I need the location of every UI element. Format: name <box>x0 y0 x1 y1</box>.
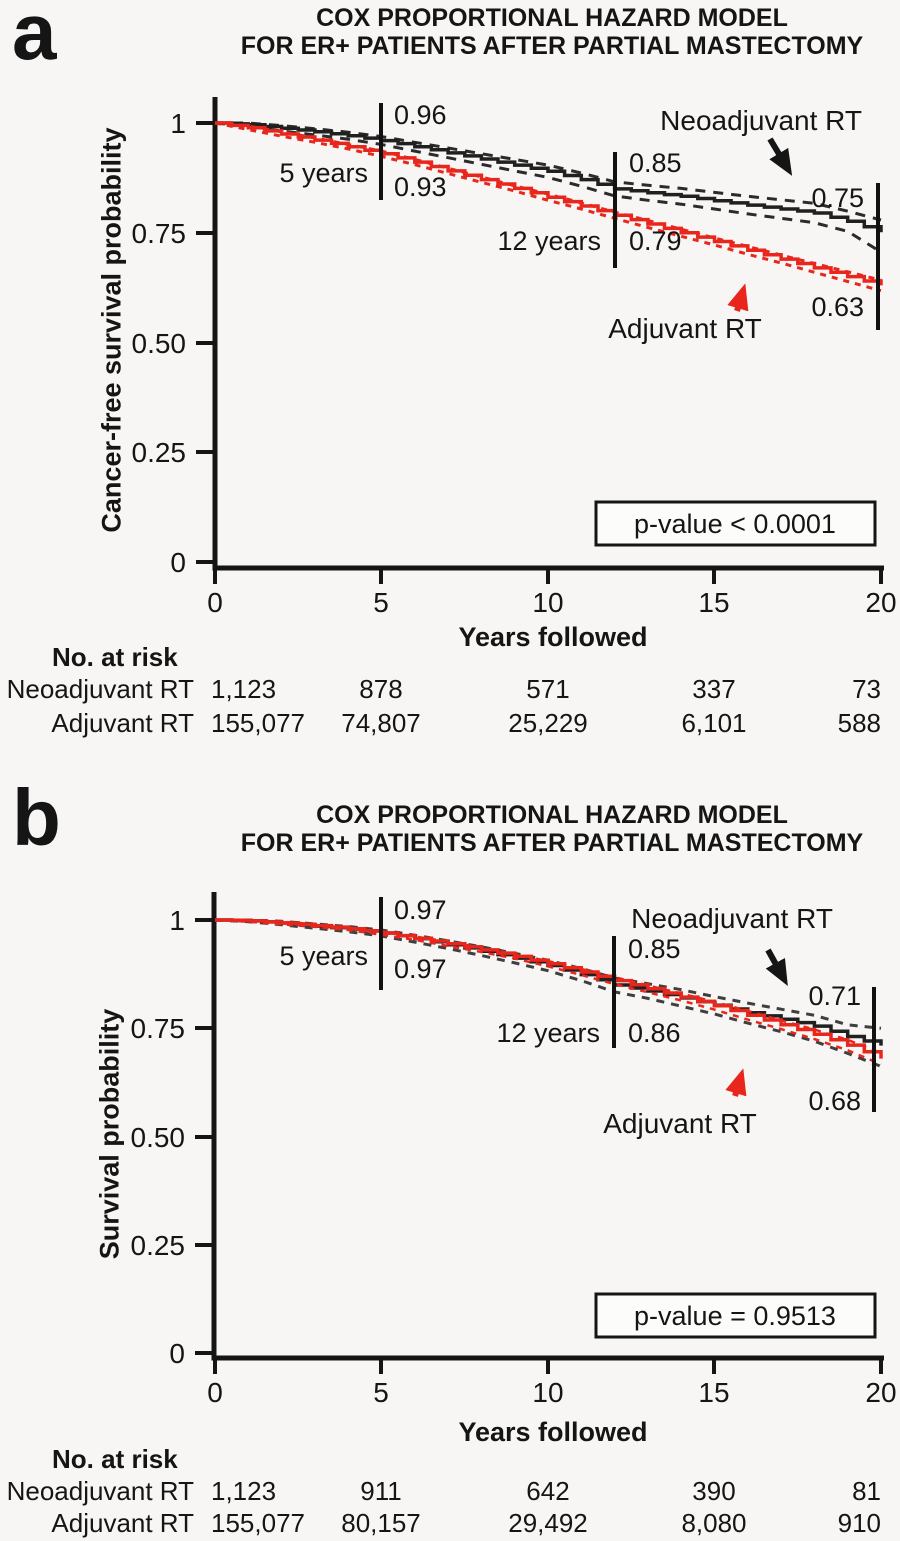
risk-value: 29,492 <box>508 1508 588 1538</box>
survival-curves <box>215 123 881 291</box>
value-12y-neoadjuvant: 0.85 <box>628 934 681 964</box>
y-tick-label: 0.50 <box>131 328 186 359</box>
risk-table-header: No. at risk <box>52 1444 178 1474</box>
value-12y-adjuvant: 0.86 <box>628 1018 681 1048</box>
risk-value: 1,123 <box>211 1476 277 1506</box>
risk-value: 1,123 <box>211 674 277 704</box>
risk-value: 571 <box>526 674 570 704</box>
risk-value: 80,157 <box>341 1508 421 1538</box>
panel-b-title-line1: COX PROPORTIONAL HAZARD MODEL <box>316 801 788 829</box>
risk-value: 81 <box>852 1476 881 1506</box>
value-5y-neoadjuvant: 0.96 <box>394 100 447 130</box>
risk-row-label: Adjuvant RT <box>51 1508 194 1538</box>
risk-row-label: Adjuvant RT <box>51 708 194 738</box>
adjuvant-arrow <box>737 291 743 311</box>
x-axis-label: Years followed <box>458 1417 648 1447</box>
risk-value: 73 <box>852 674 881 704</box>
risk-row-label: Neoadjuvant RT <box>6 1476 194 1506</box>
p-value-text: p-value = 0.9513 <box>634 1301 836 1331</box>
neoadjuvant-arrow <box>770 139 788 169</box>
panel-a-y-axis-label: Cancer-free survival probability <box>96 127 127 533</box>
risk-value: 337 <box>692 674 736 704</box>
panel-b-title-line2: FOR ER+ PATIENTS AFTER PARTIAL MASTECTOMY <box>240 829 864 857</box>
legend-neoadjuvant-rt: Neoadjuvant RT <box>631 903 833 934</box>
value-20y-adjuvant: 0.68 <box>808 1086 861 1116</box>
panel-a-title-line1: COX PROPORTIONAL HAZARD MODEL <box>316 4 788 32</box>
marker-label-5-years: 5 years <box>279 941 368 971</box>
risk-value: 74,807 <box>341 708 421 738</box>
panel-a-plot <box>132 97 897 652</box>
panel-a-label: a <box>12 0 57 76</box>
legend-neoadjuvant-rt: Neoadjuvant RT <box>660 105 862 136</box>
risk-value: 8,080 <box>681 1508 747 1538</box>
x-tick-label: 20 <box>865 587 897 618</box>
risk-value: 390 <box>692 1476 736 1506</box>
x-tick-label: 0 <box>207 587 223 618</box>
value-5y-adjuvant: 0.93 <box>394 172 447 202</box>
y-tick-label: 0 <box>169 1338 185 1369</box>
y-tick-label: 1 <box>170 108 186 139</box>
y-tick-label: 0.75 <box>131 218 186 249</box>
y-tick-label: 0.25 <box>130 1230 185 1261</box>
x-tick-label: 15 <box>698 1377 730 1408</box>
risk-value: 25,229 <box>508 708 588 738</box>
x-tick-label: 15 <box>698 587 730 618</box>
table-row <box>0 1508 900 1538</box>
risk-row-label: Neoadjuvant RT <box>6 674 194 704</box>
p-value-text: p-value < 0.0001 <box>634 509 836 539</box>
y-tick-label: 0.25 <box>131 437 186 468</box>
value-5y-neoadjuvant: 0.97 <box>394 895 447 925</box>
legend-adjuvant-rt: Adjuvant RT <box>608 313 762 344</box>
x-tick-label: 10 <box>532 1377 564 1408</box>
y-tick-label: 1 <box>169 905 185 936</box>
x-tick-label: 5 <box>373 587 389 618</box>
x-tick-label: 10 <box>532 587 564 618</box>
panel-b-y-axis-label: Survival probability <box>94 1008 125 1260</box>
neoadjuvant-arrow <box>768 950 784 979</box>
x-tick-label: 5 <box>373 1377 389 1408</box>
value-5y-adjuvant: 0.97 <box>394 954 447 984</box>
value-12y-neoadjuvant: 0.85 <box>629 148 682 178</box>
table-row <box>0 674 900 704</box>
adjuvant-arrow <box>735 1076 741 1096</box>
marker-label-12-years: 12 years <box>497 226 601 256</box>
risk-table-header: No. at risk <box>52 642 178 672</box>
risk-value: 155,077 <box>211 1508 305 1538</box>
marker-label-5-years: 5 years <box>279 158 368 188</box>
risk-value: 911 <box>360 1476 402 1506</box>
marker-label-12-years: 12 years <box>496 1018 600 1048</box>
risk-value: 910 <box>837 1508 881 1538</box>
legend-adjuvant-rt: Adjuvant RT <box>603 1108 757 1139</box>
y-tick-label: 0 <box>170 547 186 578</box>
risk-value: 155,077 <box>211 708 305 738</box>
table-row <box>0 708 900 738</box>
panel-b-label: b <box>12 773 61 862</box>
risk-value: 642 <box>526 1476 570 1506</box>
value-20y-neoadjuvant: 0.71 <box>808 981 861 1011</box>
y-tick-label: 0.75 <box>130 1013 185 1044</box>
value-20y-adjuvant: 0.63 <box>811 292 864 322</box>
risk-value: 878 <box>359 674 403 704</box>
risk-value: 588 <box>837 708 881 738</box>
y-tick-label: 0.50 <box>130 1122 185 1153</box>
value-20y-neoadjuvant: 0.75 <box>811 183 864 213</box>
panel-b-plot <box>131 892 897 1447</box>
panel-a-title-line2: FOR ER+ PATIENTS AFTER PARTIAL MASTECTOMY <box>240 32 864 60</box>
x-tick-label: 20 <box>865 1377 897 1408</box>
x-tick-label: 0 <box>207 1377 223 1408</box>
risk-value: 6,101 <box>681 708 747 738</box>
table-row <box>0 1476 900 1506</box>
adjuvant-rt-curve <box>215 123 881 285</box>
x-axis-label: Years followed <box>458 622 648 652</box>
value-12y-adjuvant: 0.79 <box>629 226 682 256</box>
